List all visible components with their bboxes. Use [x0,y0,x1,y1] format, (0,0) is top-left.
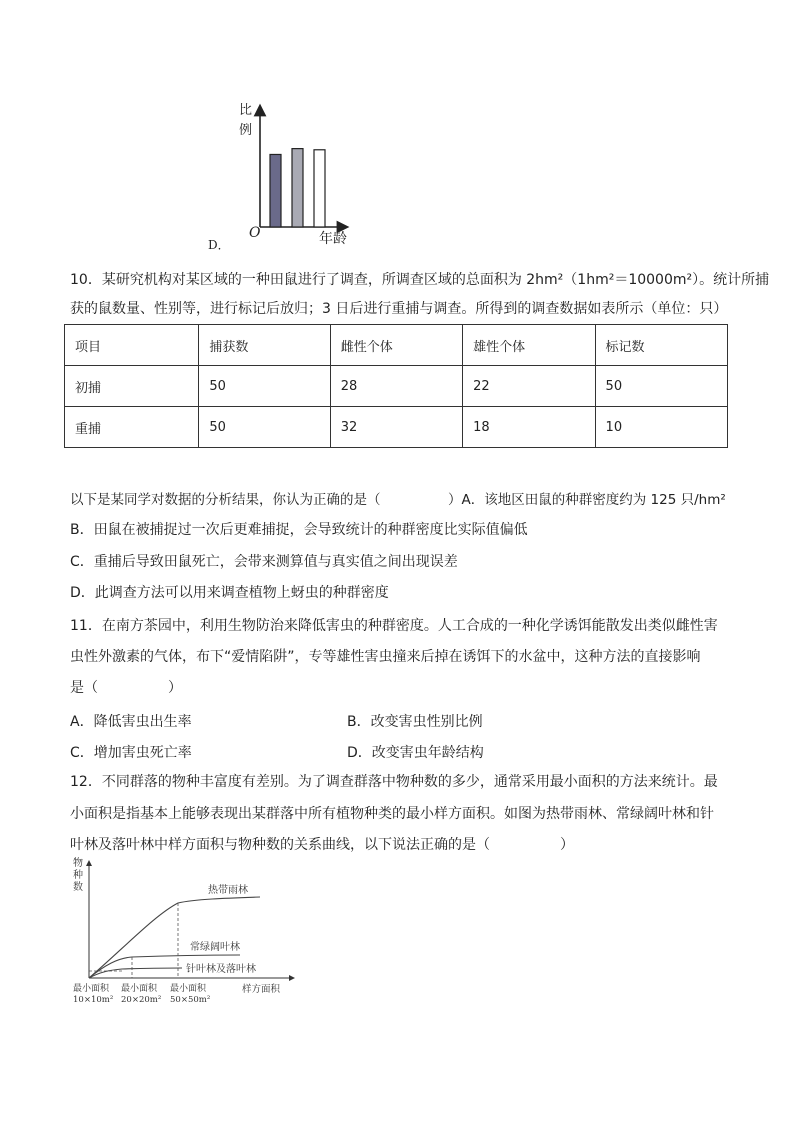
q10-option-d: D．此调查方法可以用来调查植物上蚜虫的种群密度 [70,585,389,601]
y-axis-label-3: 数 [73,882,83,893]
q12-text-line-2: 小面积是指基本上能够表现出某群落中所有植物种类的最小样方面积。如图为热带雨林、常绿阔叶林和针 [70,806,714,822]
y-axis-label-2: 例 [239,123,253,138]
table-cell: 22 [463,366,595,407]
table-header-cell: 雄性个体 [463,325,595,366]
y-axis-label-1: 比 [239,103,253,118]
series-label-coniferous: 针叶林及落叶林 [186,964,256,975]
q11-text-line-1: 11．在南方茶园中，利用生物防治来降低害虫的种群密度。人工合成的一种化学诱饵能散发出类似雌性害 [70,618,718,634]
series-label-tropical: 热带雨林 [208,885,248,896]
tick-value-3: 50×50m² [170,995,211,1005]
q10-text-line-2: 获的鼠数量、性别等，进行标记后放归；3 日后进行重捕与调查。所得到的调查数据如表所示（单位：只） [70,301,728,317]
q10-text-line-1: 10．某研究机构对某区域的一种田鼠进行了调查，所调查区域的总面积为 2hm²（1hm²＝10000m²）。统计所捕 [70,272,770,288]
tick-value-2: 20×20m² [121,995,162,1005]
q11-text-line-3: 是（ ） [70,680,182,696]
q12-text-line-1: 12．不同群落的物种丰富度有差别。为了调查群落中物种数的多少，通常采用最小面积的方法来统计。最 [70,774,718,790]
table-header-cell: 雌性个体 [330,325,462,366]
survey-data-table [64,324,728,448]
table-row [65,407,728,448]
q11-option-d: D．改变害虫年龄结构 [347,745,484,761]
tick-label-1: 最小面积 [73,984,110,994]
q10-option-b: B．田鼠在被捕捉过一次后更难捕捉，会导致统计的种群密度比实际值偏低 [70,522,528,538]
bar-1 [270,154,281,227]
q12-text-line-3: 叶林及落叶林中样方面积与物种数的关系曲线，以下说法正确的是（ ） [70,837,574,853]
x-axis-label: 年龄 [319,231,347,247]
table-cell: 32 [330,407,462,448]
curve-coniferous-deciduous-forest [89,968,182,978]
table-cell: 10 [595,407,727,448]
table-cell: 18 [463,407,595,448]
bar-2 [292,149,303,227]
table-header-cell: 捕获数 [199,325,330,366]
q11-option-c: C．增加害虫死亡率 [70,745,192,761]
table-cell: 50 [595,366,727,407]
y-axis-label-1: 物 [73,858,83,869]
species-area-chart [70,855,310,1010]
table-cell: 初捕 [65,366,199,407]
table-cell: 50 [199,366,330,407]
table-header-cell: 标记数 [595,325,727,366]
q10-stem: 以下是某同学对数据的分析结果，你认为正确的是（ ）A．该地区田鼠的种群密度约为 125 只/hm² [70,492,726,508]
table-cell: 50 [199,407,330,448]
q11-text-line-2: 虫性外激素的气体，布下“爱情陷阱”，专等雄性害虫撞来后掉在诱饵下的水盆中，这种方法的直接影响 [70,649,701,665]
q10-option-c: C．重捕后导致田鼠死亡，会带来测算值与真实值之间出现误差 [70,554,458,570]
q11-option-b: B．改变害虫性别比例 [347,714,483,730]
table-row [65,366,728,407]
origin-label: O [249,225,261,241]
bar-3 [314,150,325,227]
tick-label-3: 最小面积 [170,984,207,994]
tick-label-2: 最小面积 [121,984,158,994]
age-structure-chart [225,100,355,250]
table-cell: 重捕 [65,407,199,448]
tick-value-1: 10×10m² [73,995,114,1005]
table-header-cell: 项目 [65,325,199,366]
x-axis-label: 样方面积 [242,984,281,995]
series-label-evergreen: 常绿阔叶林 [190,942,240,953]
q11-option-a: A．降低害虫出生率 [70,714,192,730]
table-cell: 28 [330,366,462,407]
table-header-row [65,325,728,366]
q9-option-d-label: D． [208,238,230,252]
y-axis-label-2: 种 [73,870,83,881]
